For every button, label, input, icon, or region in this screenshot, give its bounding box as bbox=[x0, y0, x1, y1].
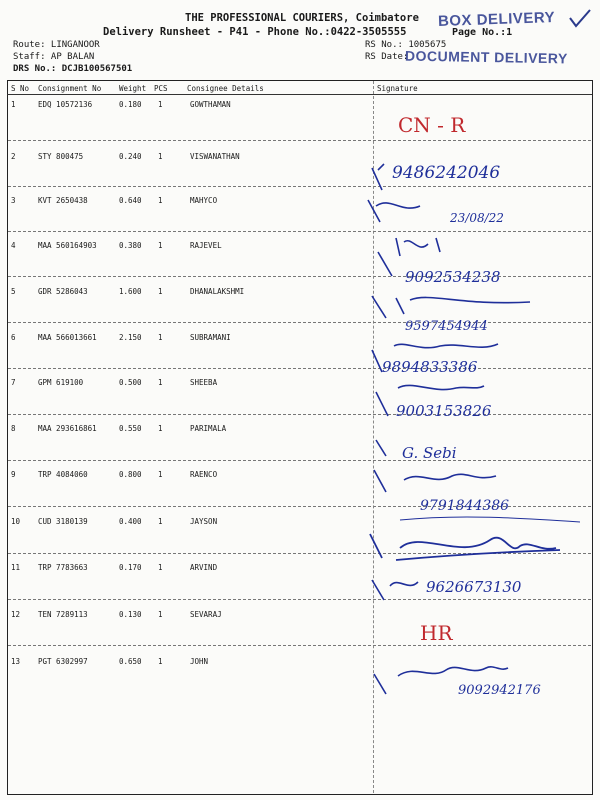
signature-text: 9626673130 bbox=[426, 578, 522, 596]
row-weight: 0.240 bbox=[119, 152, 142, 161]
row-weight: 0.650 bbox=[119, 657, 142, 666]
row-sno: 7 bbox=[11, 378, 16, 387]
row-consignment: PGT 6302997 bbox=[38, 657, 88, 666]
row-consignee: SHEEBA bbox=[190, 378, 218, 387]
row-weight: 0.500 bbox=[119, 378, 142, 387]
row-divider bbox=[8, 231, 591, 232]
row-weight: 0.400 bbox=[119, 517, 142, 526]
row-pcs: 1 bbox=[158, 241, 163, 250]
col-sno: S No bbox=[11, 84, 30, 93]
row-weight: 0.380 bbox=[119, 241, 142, 250]
row-sno: 1 bbox=[11, 100, 16, 109]
row-pcs: 1 bbox=[158, 333, 163, 342]
staff-label: Staff: AP BALAN bbox=[13, 52, 95, 62]
row-sno: 5 bbox=[11, 287, 16, 296]
row-divider bbox=[8, 414, 591, 415]
signature-text: 9894833386 bbox=[382, 358, 478, 376]
col-consignee: Consignee Details bbox=[187, 84, 264, 93]
row-divider bbox=[8, 276, 591, 277]
row-consignment: MAA 560164903 bbox=[38, 241, 97, 250]
row-divider bbox=[8, 645, 591, 646]
col-signature: Signature bbox=[377, 84, 418, 93]
row-weight: 0.170 bbox=[119, 563, 142, 572]
signature-text: 9092534238 bbox=[405, 268, 501, 286]
row-consignment: STY 800475 bbox=[38, 152, 84, 161]
row-consignee: RAJEVEL bbox=[190, 241, 222, 250]
row-sno: 6 bbox=[11, 333, 16, 342]
signature-column-divider bbox=[373, 81, 374, 793]
row-consignment: MAA 293616861 bbox=[38, 424, 97, 433]
row-consignment: KVT 2650438 bbox=[38, 196, 88, 205]
row-weight: 0.800 bbox=[119, 470, 142, 479]
row-consignment: TRP 4084060 bbox=[38, 470, 88, 479]
route-label: Route: LINGANOOR bbox=[13, 40, 100, 50]
signature-text: 9092942176 bbox=[458, 683, 541, 698]
row-sno: 4 bbox=[11, 241, 16, 250]
row-pcs: 1 bbox=[158, 378, 163, 387]
drs-number: DRS No.: DCJB100567501 bbox=[13, 64, 133, 74]
row-consignee: MAHYCO bbox=[190, 196, 218, 205]
row-pcs: 1 bbox=[158, 424, 163, 433]
col-pcs: PCS bbox=[154, 84, 168, 93]
row-consignee: GOWTHAMAN bbox=[190, 100, 231, 109]
row-sno: 3 bbox=[11, 196, 16, 205]
row-sno: 12 bbox=[11, 610, 21, 619]
stamp-tick-mark bbox=[570, 10, 590, 26]
row-sno: 9 bbox=[11, 470, 16, 479]
row-weight: 0.640 bbox=[119, 196, 142, 205]
row-weight: 1.600 bbox=[119, 287, 142, 296]
signature-text: 9003153826 bbox=[396, 402, 492, 420]
row-consignee: SUBRAMANI bbox=[190, 333, 231, 342]
row-consignee: SEVARAJ bbox=[190, 610, 222, 619]
row-divider bbox=[8, 506, 591, 507]
row-pcs: 1 bbox=[158, 470, 163, 479]
row-weight: 0.180 bbox=[119, 100, 142, 109]
document-delivery-stamp: DOCUMENT DELIVERY bbox=[404, 47, 568, 67]
row-divider bbox=[8, 460, 591, 461]
row-pcs: 1 bbox=[158, 563, 163, 572]
row-sno: 10 bbox=[11, 517, 21, 526]
row-pcs: 1 bbox=[158, 610, 163, 619]
row-weight: 2.150 bbox=[119, 333, 142, 342]
page-number: Page No.:1 bbox=[452, 27, 513, 38]
row-consignment: MAA 566013661 bbox=[38, 333, 97, 342]
row-consignment: TRP 7783663 bbox=[38, 563, 88, 572]
signature-text: CN - R bbox=[398, 113, 466, 137]
rs-number: RS No.: 1005675 bbox=[365, 40, 447, 50]
signature-text: 9791844386 bbox=[420, 498, 510, 514]
row-sno: 8 bbox=[11, 424, 16, 433]
signature-text: 9486242046 bbox=[392, 163, 501, 183]
row-consignment: EDQ 10572136 bbox=[38, 100, 93, 109]
row-pcs: 1 bbox=[158, 517, 163, 526]
page-subtitle: Delivery Runsheet - P41 - Phone No.:0422-3505555 bbox=[103, 26, 407, 38]
row-divider bbox=[8, 322, 591, 323]
row-consignment: TEN 7289113 bbox=[38, 610, 88, 619]
row-sno: 11 bbox=[11, 563, 21, 572]
row-divider bbox=[8, 368, 591, 369]
row-consignment: CUD 3180139 bbox=[38, 517, 88, 526]
col-consignment: Consignment No bbox=[38, 84, 102, 93]
rs-date: RS Date: bbox=[365, 52, 409, 62]
row-consignee: PARIMALA bbox=[190, 424, 227, 433]
signature-text: HR bbox=[420, 621, 453, 645]
box-delivery-stamp: BOX DELIVERY bbox=[437, 8, 556, 31]
row-weight: 0.550 bbox=[119, 424, 142, 433]
row-weight: 0.130 bbox=[119, 610, 142, 619]
row-sno: 2 bbox=[11, 152, 16, 161]
row-sno: 13 bbox=[11, 657, 21, 666]
row-consignee: ARVIND bbox=[190, 563, 218, 572]
row-divider bbox=[8, 140, 591, 141]
row-divider bbox=[8, 553, 591, 554]
row-pcs: 1 bbox=[158, 100, 163, 109]
row-pcs: 1 bbox=[158, 196, 163, 205]
row-consignment: GPM 619100 bbox=[38, 378, 84, 387]
row-consignment: GDR 5286043 bbox=[38, 287, 88, 296]
signature-text: 9597454944 bbox=[405, 319, 488, 334]
row-consignee: VISWANATHAN bbox=[190, 152, 240, 161]
signature-text: 23/08/22 bbox=[450, 211, 504, 225]
signature-text: G. Sebi bbox=[402, 444, 457, 462]
row-pcs: 1 bbox=[158, 657, 163, 666]
row-consignee: RAENCO bbox=[190, 470, 218, 479]
row-divider bbox=[8, 599, 591, 600]
page-title: THE PROFESSIONAL COURIERS, Coimbatore bbox=[185, 12, 419, 24]
row-pcs: 1 bbox=[158, 287, 163, 296]
runsheet-table bbox=[7, 80, 593, 795]
row-consignee: DHANALAKSHMI bbox=[190, 287, 245, 296]
row-divider bbox=[8, 186, 591, 187]
row-pcs: 1 bbox=[158, 152, 163, 161]
header-divider bbox=[7, 94, 592, 95]
row-consignee: JAYSON bbox=[190, 517, 218, 526]
row-consignee: JOHN bbox=[190, 657, 209, 666]
col-weight: Weight bbox=[119, 84, 147, 93]
